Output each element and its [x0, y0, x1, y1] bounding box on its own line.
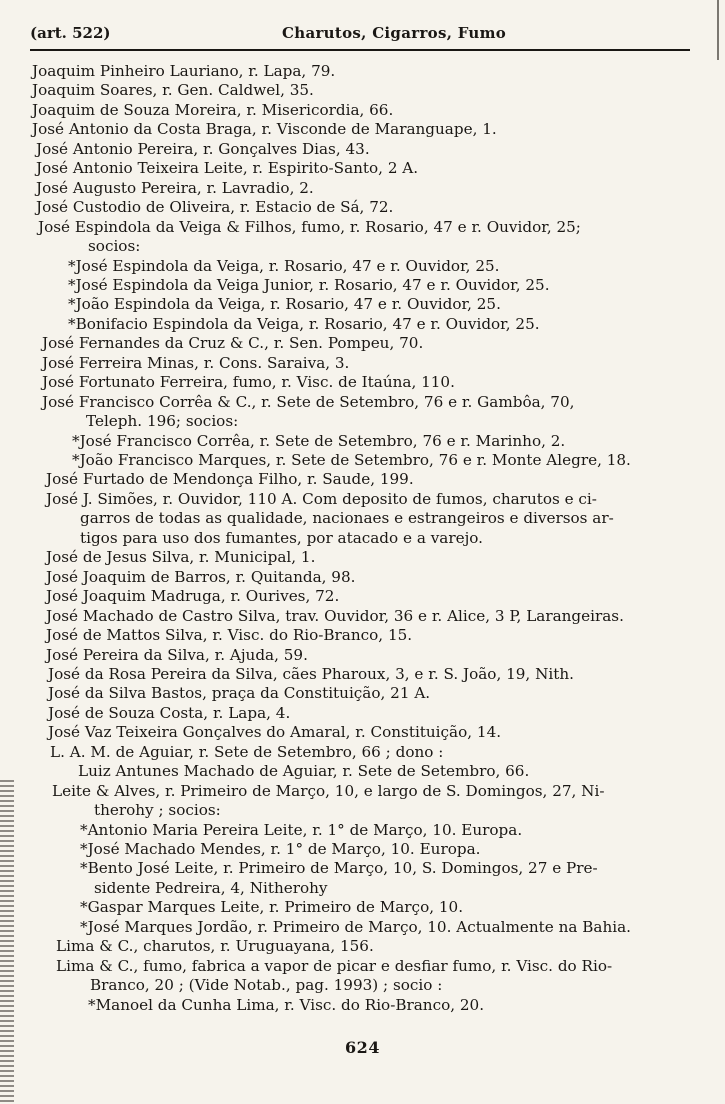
entry-line: Branco, 20 ; (Vide Notab., pag. 1993) ; socio : — [90, 976, 443, 995]
entry-line: José Fortunato Ferreira, fumo, r. Visc. de Itaúna, 110. — [42, 373, 455, 392]
entry-line: *João Francisco Marques, r. Sete de Setembro, 76 e r. Monte Alegre, 18. — [72, 451, 631, 469]
entry-line: garros de todas as qualidade, nacionaes e estrangeiros e diversos ar- — [80, 509, 614, 528]
entry-line: Lima & C., fumo, fabrica a vapor de picar e desfiar fumo, r. Visc. do Rio- — [56, 956, 613, 975]
entry-line: socios: — [88, 237, 141, 256]
entry-line: José Augusto Pereira, r. Lavradio, 2. — [36, 178, 314, 197]
entry-line: José Antonio Teixeira Leite, r. Espirito-Santo, 2 A. — [36, 159, 419, 178]
entry-line: José Espindola da Veiga & Filhos, fumo, r. Rosario, 47 e r. Ouvidor, 25; — [38, 217, 581, 236]
page-edge-mark — [717, 0, 719, 60]
entry-line: José de Jesus Silva, r. Municipal, 1. — [46, 548, 316, 567]
page-number: 624 — [345, 1038, 380, 1057]
entry-line: *José Machado Mendes, r. 1° de Março, 10. Europa. — [80, 840, 481, 858]
entry-line: L. A. M. de Aguiar, r. Sete de Setembro, 66 ; dono : — [50, 742, 444, 761]
entry-line: *Bento José Leite, r. Primeiro de Março, 10, S. Domingos, 27 e Pre- — [80, 859, 598, 878]
entry-line: José Joaquim Madruga, r. Ourives, 72. — [46, 587, 340, 606]
entry-line: Lima & C., charutos, r. Uruguayana, 156. — [56, 937, 374, 956]
entry-line: José J. Simões, r. Ouvidor, 110 A. Com deposito de fumos, charutos e ci- — [46, 489, 597, 508]
entry-line: José Machado de Castro Silva, trav. Ouvidor, 36 e r. Alice, 3 P, Larangeiras. — [46, 606, 624, 625]
entry-line: *João Espindola da Veiga, r. Rosario, 47 e r. Ouvidor, 25. — [68, 295, 501, 314]
entry-line: José Ferreira Minas, r. Cons. Saraiva, 3. — [42, 353, 350, 372]
entry-line: José Francisco Corrêa & C., r. Sete de Setembro, 76 e r. Gambôa, 70, — [42, 392, 575, 411]
entry-line: *José Francisco Corrêa, r. Sete de Setembro, 76 e r. Marinho, 2. — [72, 431, 566, 450]
entry-line: *Gaspar Marques Leite, r. Primeiro de Março, 10. — [80, 898, 464, 917]
entry-line: José da Rosa Pereira da Silva, cães Pharoux, 3, e r. S. João, 19, Nith. — [48, 664, 574, 683]
entry-line: *Bonifacio Espindola da Veiga, r. Rosario, 47 e r. Ouvidor, 25. — [68, 314, 540, 333]
entry-line: Joaquim Pinheiro Lauriano, r. Lapa, 79. — [32, 62, 336, 80]
entry-line: therohy ; socios: — [94, 801, 221, 820]
entry-line: José Custodio de Oliveira, r. Estacio de Sá, 72. — [36, 198, 394, 217]
entry-line: José Vaz Teixeira Gonçalves do Amaral, r. Constituição, 14. — [48, 723, 502, 742]
entry-line: sidente Pedreira, 4, Nitherohy — [94, 878, 328, 897]
entry-line: tigos para uso dos fumantes, por atacado e a varejo. — [80, 528, 483, 547]
article-number: (art. 522) — [30, 24, 111, 42]
entry-line: José Antonio Pereira, r. Gonçalves Dias, 43. — [36, 139, 370, 158]
entry-line: *José Marques Jordão, r. Primeiro de Março, 10. Actualmente na Bahia. — [80, 917, 631, 936]
entry-line: Joaquim Soares, r. Gen. Caldwel, 35. — [32, 81, 314, 100]
entry-line: José da Silva Bastos, praça da Constituição, 21 A. — [48, 684, 431, 703]
entry-line: Joaquim de Souza Moreira, r. Misericordia, 66. — [32, 100, 394, 119]
entry-line: Leite & Alves, r. Primeiro de Março, 10, e largo de S. Domingos, 27, Ni- — [52, 781, 605, 800]
entry-line: José Pereira da Silva, r. Ajuda, 59. — [46, 645, 308, 664]
entry-line: José de Souza Costa, r. Lapa, 4. — [48, 703, 291, 722]
entry-line: *Manoel da Cunha Lima, r. Visc. do Rio-Branco, 20. — [88, 995, 485, 1014]
entry-line: *José Espindola da Veiga, r. Rosario, 47 e r. Ouvidor, 25. — [68, 256, 500, 275]
entry-line: José de Mattos Silva, r. Visc. do Rio-Branco, 15. — [46, 626, 413, 645]
entry-line: *José Espindola da Veiga Junior, r. Rosario, 47 e r. Ouvidor, 25. — [68, 275, 550, 294]
entry-line: Luiz Antunes Machado de Aguiar, r. Sete de Setembro, 66. — [78, 762, 530, 781]
entry-line: Teleph. 196; socios: — [86, 412, 239, 431]
entry-line: *Antonio Maria Pereira Leite, r. 1° de Março, 10. Europa. — [80, 820, 523, 839]
entry-line: José Antonio da Costa Braga, r. Visconde de Maranguape, 1. — [32, 120, 497, 139]
entry-line: José Fernandes da Cruz & C., r. Sen. Pompeu, 70. — [42, 334, 424, 353]
entry-line: José Joaquim de Barros, r. Quitanda, 98. — [46, 567, 356, 586]
header-rule — [30, 49, 690, 51]
section-title: Charutos, Cigarros, Fumo — [282, 24, 507, 42]
page-header — [30, 24, 690, 48]
entry-line: José Furtado de Mendonça Filho, r. Saude, 199. — [46, 470, 414, 489]
